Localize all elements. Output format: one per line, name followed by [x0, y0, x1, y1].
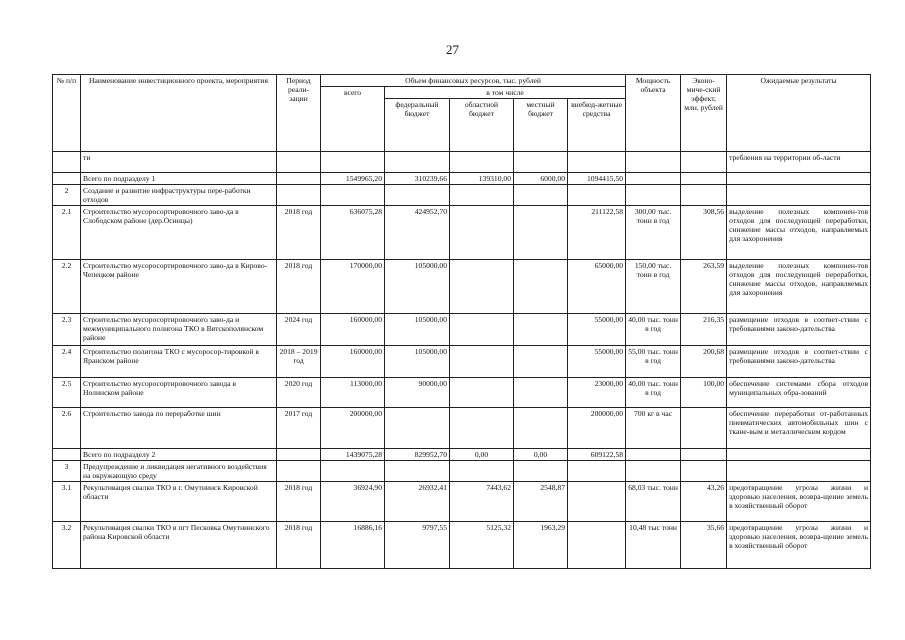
cell-regional — [450, 206, 514, 260]
cell-effect: 308,56 — [681, 206, 727, 260]
cell-name: Строительство завода по переработке шин — [81, 408, 277, 449]
cell-effect: 216,35 — [681, 314, 727, 346]
header-name: Наименование инвестиционного проекта, мероприятия — [81, 75, 277, 152]
header-including: в том числе — [385, 87, 626, 99]
cell-total: 113000,00 — [321, 378, 385, 408]
header-local: местный бюджет — [514, 99, 568, 152]
cell-local — [514, 346, 568, 378]
header-volume: Объем финансовых ресурсов, тыс. рублей — [321, 75, 626, 87]
subtotal-row — [53, 173, 871, 185]
investment-projects-table — [52, 74, 871, 569]
cell-local — [514, 260, 568, 314]
cell-name: Строительство мусоросортировочного заво-да в Кирово-Чепецком районе — [81, 260, 277, 314]
cell-effect: 43,26 — [681, 482, 727, 522]
cell-extra: 23000,00 — [568, 378, 626, 408]
cell-total: 1439075,28 — [321, 449, 385, 461]
header-capacity: Мощность объекта — [626, 75, 681, 152]
cell-federal — [385, 408, 450, 449]
header-results: Ожидаемые результаты — [727, 75, 871, 152]
table-row — [53, 378, 871, 408]
cell-label: Всего по подразделу 1 — [81, 173, 277, 185]
cell-extra: 55000,00 — [568, 314, 626, 346]
cell-name: Строительство полигона ТКО с мусоросор-тировкой в Яранском районе — [81, 346, 277, 378]
cell-result: размещение отходов в соответ-ствии с требованиями законо-дательства — [727, 314, 871, 346]
cell-effect — [681, 408, 727, 449]
table-header-row — [53, 75, 871, 87]
table-row — [53, 522, 871, 569]
cell-result: предотвращение угрозы жизни и здоровью населения, возвра-щение земель в хозяйственный оборот — [727, 522, 871, 569]
cell-label: Всего по подразделу 2 — [81, 449, 277, 461]
page-number: 27 — [446, 42, 459, 57]
cell-regional — [450, 314, 514, 346]
cell-regional — [450, 346, 514, 378]
table-row — [53, 482, 871, 522]
cell-name: Строительство мусоросортировочного завода в Нолинском районе — [81, 378, 277, 408]
cell-result: размещение отходов в соответ-ствии с требованиями законо-дательства — [727, 346, 871, 378]
cell-total: 636075,28 — [321, 206, 385, 260]
header-period: Период реали-зации — [277, 75, 321, 152]
cell-total: 1549965,20 — [321, 173, 385, 185]
header-federal: федеральный бюджет — [385, 99, 450, 152]
cell-total: 160000,00 — [321, 346, 385, 378]
cell-extra: 609122,58 — [568, 449, 626, 461]
cell-result: предотвращение угрозы жизни и здоровью населения, возвра-щение земель в хозяйственный оборот — [727, 482, 871, 522]
cell-extra: 211122,58 — [568, 206, 626, 260]
cell-capacity: 40,00 тыс. тонн в год — [626, 314, 681, 346]
cell-federal: 105000,00 — [385, 346, 450, 378]
cell-capacity: 68,03 тыс. тонн — [626, 482, 681, 522]
cell-capacity: 300,00 тыс. тонн в год — [626, 206, 681, 260]
cell-regional: 7443,62 — [450, 482, 514, 522]
cell-regional: 139310,00 — [450, 173, 514, 185]
table-row — [53, 408, 871, 449]
cell-local — [514, 206, 568, 260]
cell-result: обеспечение переработки от-работанных пневматических автомобильных шин с ткане-вым и металлическим кордом — [727, 408, 871, 449]
cell-federal: 424952,70 — [385, 206, 450, 260]
cell-regional — [450, 408, 514, 449]
cell-num: 2.1 — [53, 206, 81, 260]
cell-local: 0,00 — [514, 449, 568, 461]
table-row — [53, 260, 871, 314]
cell-regional: 0,00 — [450, 449, 514, 461]
cell-num: 3.1 — [53, 482, 81, 522]
cell-period: 2018 год — [277, 260, 321, 314]
cell-local — [514, 314, 568, 346]
section-row — [53, 185, 871, 206]
header-extra: внебюд-жетные средства — [568, 99, 626, 152]
cell-num: 2 — [53, 185, 81, 206]
cell-name: Создание и развитие инфраструктуры пере-работки отходов — [81, 185, 277, 206]
cell-num: 2.5 — [53, 378, 81, 408]
table-row — [53, 346, 871, 378]
cell-name: ти — [81, 152, 277, 173]
subtotal-row — [53, 449, 871, 461]
cell-local — [514, 378, 568, 408]
table-row — [53, 206, 871, 260]
header-total: всего — [321, 87, 385, 152]
cell-name: Предупреждение и ликвидация негативного воздействия на окружающую среду — [81, 461, 277, 482]
cell-result: выделение полезных компонен-тов отходов для последующей переработки, снижение массы отходов, направляемых для захоронения — [727, 260, 871, 314]
cell-num: 2.2 — [53, 260, 81, 314]
cell-num: 2.4 — [53, 346, 81, 378]
cell-name: Строительство мусоросортировочного заво-да и межмуниципального полигона ТКО в Вятскополянском районе — [81, 314, 277, 346]
table-row — [53, 314, 871, 346]
cell-local: 2548,87 — [514, 482, 568, 522]
cell-effect: 100,00 — [681, 378, 727, 408]
cell-capacity: 55,00 тыс. тонн в год — [626, 346, 681, 378]
cell-period: 2024 год — [277, 314, 321, 346]
cell-capacity: 150,00 тыс. тонн в год — [626, 260, 681, 314]
cell-extra — [568, 482, 626, 522]
cell-capacity: 700 кг в час — [626, 408, 681, 449]
cell-period: 2018 – 2019 год — [277, 346, 321, 378]
header-effect: Эконо-миче-ский эффект, млн. рублей — [681, 75, 727, 152]
cell-extra: 65000,00 — [568, 260, 626, 314]
cell-num: 2.3 — [53, 314, 81, 346]
cell-federal: 26932,41 — [385, 482, 450, 522]
cell-capacity: 10,48 тыс тонн — [626, 522, 681, 569]
cell-extra: 55000,00 — [568, 346, 626, 378]
cell-effect: 263,59 — [681, 260, 727, 314]
cell-regional: 5125,32 — [450, 522, 514, 569]
cell-effect: 35,66 — [681, 522, 727, 569]
header-num: № п/п — [53, 75, 81, 152]
cell-name: Рекультивация свалки ТКО в пгт Песковка Омутнинского района Кировской области — [81, 522, 277, 569]
cell-name: Рекультивация свалки ТКО в г. Омутнинск Кировской области — [81, 482, 277, 522]
continuation-row — [53, 152, 871, 173]
section-row — [53, 461, 871, 482]
cell-total: 160000,00 — [321, 314, 385, 346]
cell-extra — [568, 522, 626, 569]
cell-period: 2018 год — [277, 206, 321, 260]
cell-num: 3.2 — [53, 522, 81, 569]
cell-result: выделение полезных компонен-тов отходов для последующей переработки, снижение массы отходов, направляемых для захоронения — [727, 206, 871, 260]
cell-capacity: 40,00 тыс. тонн в год — [626, 378, 681, 408]
cell-period: 2018 год — [277, 522, 321, 569]
cell-period: 2018 год — [277, 482, 321, 522]
cell-federal: 829952,70 — [385, 449, 450, 461]
cell-federal: 9797,55 — [385, 522, 450, 569]
cell-federal: 105000,00 — [385, 260, 450, 314]
cell-total: 200000,00 — [321, 408, 385, 449]
cell-result: обеспечение системами сбора отходов муниципальных обра-зований — [727, 378, 871, 408]
cell-result: требления на территории об-ласти — [727, 152, 871, 173]
cell-period: 2020 год — [277, 378, 321, 408]
cell-federal: 90000,00 — [385, 378, 450, 408]
cell-local: 1963,29 — [514, 522, 568, 569]
cell-total: 36924,90 — [321, 482, 385, 522]
cell-total: 16886,16 — [321, 522, 385, 569]
cell-num: 3 — [53, 461, 81, 482]
cell-local: 6000,00 — [514, 173, 568, 185]
cell-num: 2.6 — [53, 408, 81, 449]
cell-regional — [450, 260, 514, 314]
cell-federal: 310239,66 — [385, 173, 450, 185]
cell-local — [514, 408, 568, 449]
header-regional: областной бюджет — [450, 99, 514, 152]
cell-extra: 200000,00 — [568, 408, 626, 449]
cell-effect: 200,68 — [681, 346, 727, 378]
cell-period: 2017 год — [277, 408, 321, 449]
cell-regional — [450, 378, 514, 408]
cell-federal: 105000,00 — [385, 314, 450, 346]
cell-name: Строительство мусоросортировочного заво-да в Слободском районе (дер.Осинцы) — [81, 206, 277, 260]
cell-extra: 1094415,50 — [568, 173, 626, 185]
cell-total: 170000,00 — [321, 260, 385, 314]
